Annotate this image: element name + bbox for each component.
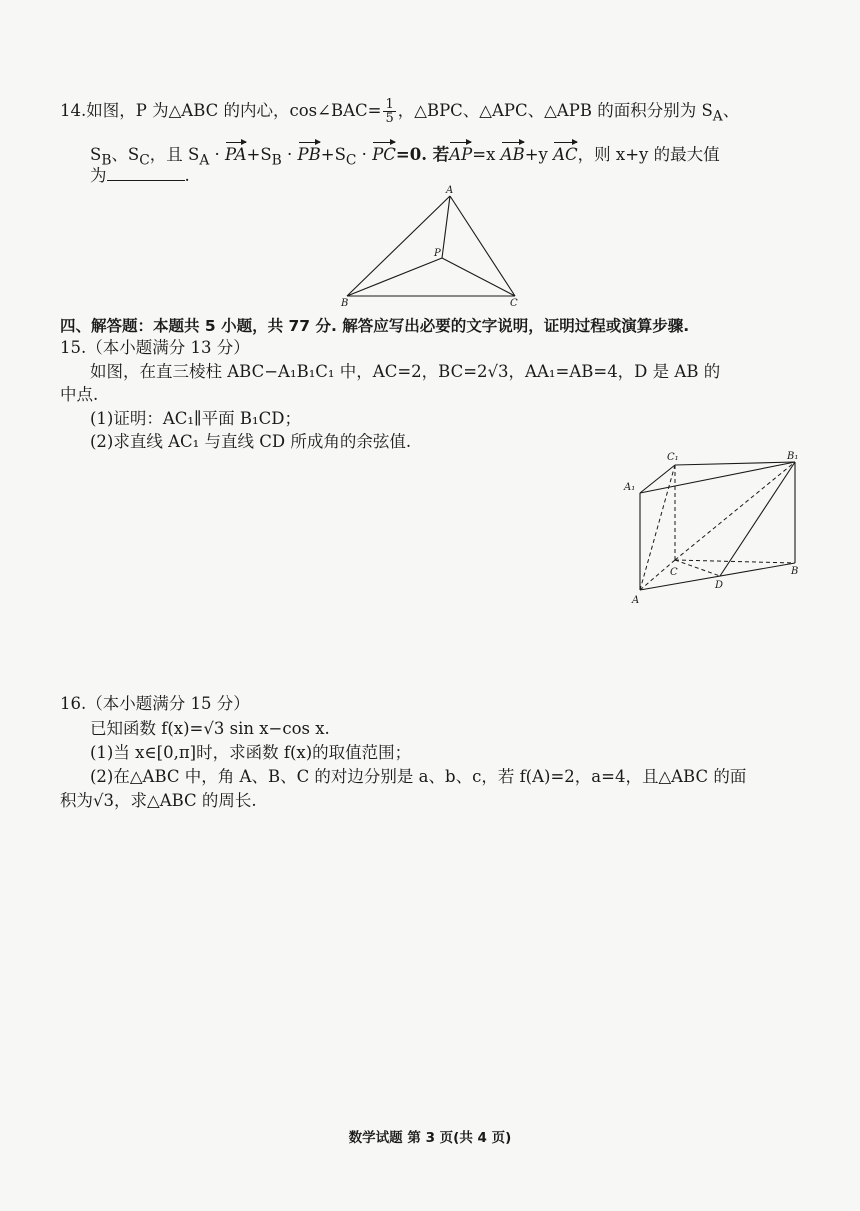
q14-l2-subc2: C	[345, 152, 357, 169]
fig15-label-c: C	[670, 567, 678, 578]
page-footer: 数学试题 第 3 页(共 4 页)	[348, 1130, 512, 1146]
vector-pa: PA	[225, 139, 247, 167]
q14-frac-den: 5	[385, 111, 394, 126]
q14-frac-num: 1	[385, 97, 394, 112]
q14-l2-f: ·	[281, 145, 298, 164]
q14-text-1: 如图，P 为△ABC 的内心，cos∠BAC=	[86, 101, 382, 120]
fig14-label-a: A	[446, 185, 454, 196]
q15-body-1: 如图，在直三棱柱 ABC−A₁B₁C₁ 中，AC=2，BC=2√3，AA₁=AB=4，D 是 AB 的	[90, 362, 721, 381]
vector-pb: PB	[298, 139, 321, 167]
answer-blank[interactable]	[107, 164, 185, 181]
q14-l2-g: +S	[320, 145, 346, 164]
q14-text-2: ，△BPC、△APC、△APB 的面积分别为 S	[397, 101, 713, 120]
q14-triangle-figure	[335, 182, 535, 310]
q14-line-3	[90, 164, 190, 188]
q14-l2-c: ，且 S	[149, 145, 200, 164]
q15-part-1: (1)证明：AC₁∥平面 B₁CD；	[90, 409, 301, 428]
q14-l2-b: 、S	[111, 145, 140, 164]
q14-sub-a: A	[712, 108, 723, 125]
q14-text-2b: 、	[722, 101, 740, 120]
q14-l2-subb: B	[101, 152, 112, 169]
q14-l2-d: ·	[209, 145, 226, 164]
fig14-label-p: P	[434, 248, 441, 259]
fig15-label-a1: A₁	[624, 482, 636, 493]
q15-prism-figure	[615, 448, 815, 608]
q16-part-2a: (2)在△ABC 中，角 A、B、C 的对边分别是 a、b、c，若 f(A)=2，a=4，且△ABC 的面	[90, 767, 747, 786]
q14-line-1	[60, 98, 739, 128]
vector-ap: AP	[449, 139, 472, 167]
section-4-heading: 四、解答题：本题共 5 小题，共 77 分. 解答应写出必要的文字说明，证明过程或演算步骤.	[60, 317, 690, 335]
q14-l2-e: +S	[246, 145, 272, 164]
vector-pc: PC	[372, 139, 396, 167]
q15-header: 15.（本小题满分 13 分）	[60, 338, 250, 357]
q14-l2-i: =0. 若	[395, 145, 450, 164]
fig15-label-b1: B₁	[787, 451, 799, 462]
q16-body-1: 已知函数 f(x)=√3 sin x−cos x.	[90, 719, 330, 738]
q14-l2-j: =x	[472, 145, 501, 164]
q14-l2-subb2: B	[271, 152, 282, 169]
fig15-label-a: A	[632, 595, 640, 606]
q14-l2-subc: C	[139, 152, 150, 169]
fig15-label-c1: C₁	[667, 452, 679, 463]
fig14-label-b: B	[341, 298, 349, 309]
vector-ab: AB	[501, 139, 525, 167]
fig14-label-c: C	[510, 298, 518, 309]
q14-number: 14.	[60, 101, 87, 120]
q16-header: 16.（本小题满分 15 分）	[60, 694, 250, 713]
fig15-label-b: B	[791, 566, 799, 577]
q15-body-2: 中点.	[60, 385, 99, 404]
q14-l2-h: ·	[356, 145, 373, 164]
q14-l2-suba: A	[199, 152, 210, 169]
q14-fraction	[383, 98, 395, 125]
vector-ac: AC	[553, 139, 578, 167]
q16-part-2b: 积为√3，求△ABC 的周长.	[60, 791, 257, 810]
q16-part-1: (1)当 x∈[0,π]时，求函数 f(x)的取值范围；	[90, 743, 412, 762]
q14-l2-l: ，则 x+y 的最大值	[577, 145, 720, 164]
fig15-label-d: D	[715, 580, 724, 591]
q14-l3-end: .	[184, 166, 190, 185]
q14-l2-a: S	[90, 145, 102, 164]
q14-l2-k: +y	[524, 145, 554, 164]
q15-part-2: (2)求直线 AC₁ 与直线 CD 所成角的余弦值.	[90, 432, 412, 451]
q14-l3-text: 为	[90, 166, 107, 185]
